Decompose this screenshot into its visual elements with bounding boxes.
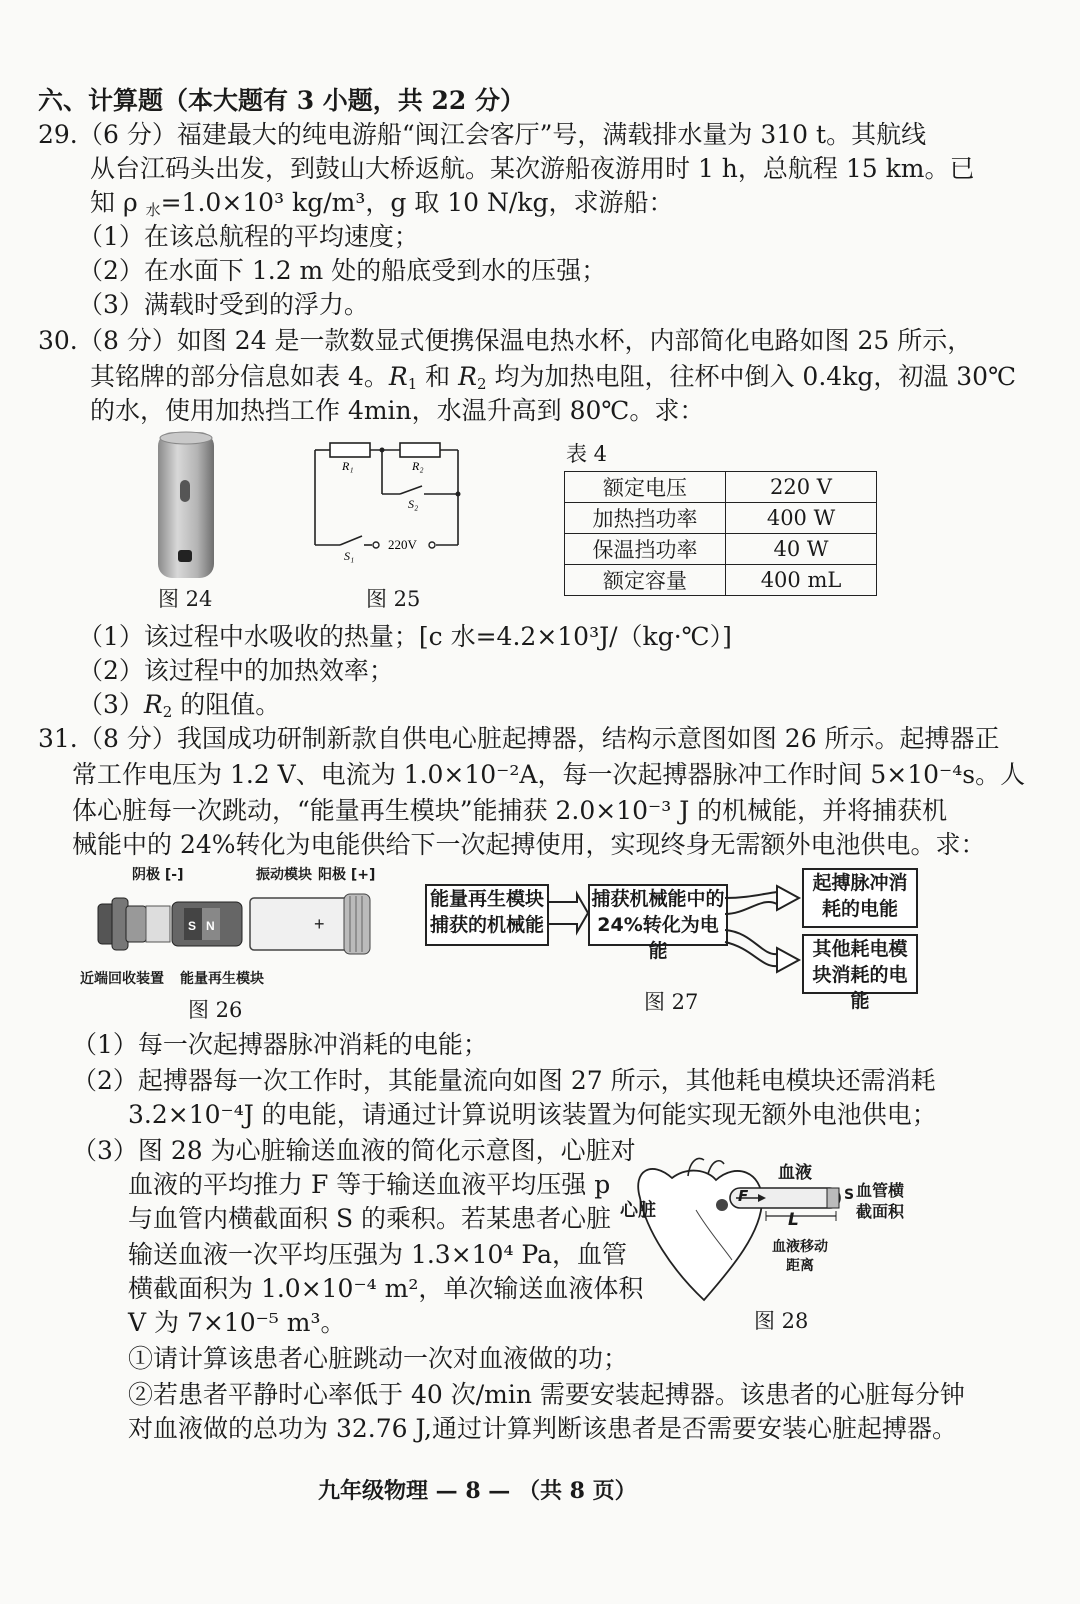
q31-number: 31. bbox=[38, 724, 78, 753]
r2-label: R₂ bbox=[412, 459, 424, 473]
q29-number: 29. bbox=[38, 120, 78, 149]
q29-part1: （1）在该总航程的平均速度； bbox=[78, 222, 419, 251]
svg-text:+: + bbox=[314, 914, 325, 934]
circuit-diagram bbox=[300, 430, 480, 565]
q31-sub1: ①请计算该患者心脏跳动一次对血液做的功； bbox=[128, 1344, 629, 1373]
pacemaker-figure bbox=[92, 884, 377, 964]
q31-part3-line1: （3）图 28 为心脏输送血液的简化示意图，心脏对 bbox=[72, 1136, 636, 1165]
heart-label: 心脏 bbox=[620, 1200, 656, 1221]
section-title: 六、计算题（本大题有 3 小题，共 22 分） bbox=[38, 86, 526, 115]
thermos-cup-figure bbox=[150, 430, 220, 580]
regen-label: 能量再生模块 bbox=[180, 971, 264, 987]
fig28-caption: 图 28 bbox=[754, 1309, 809, 1333]
table-title: 表 4 bbox=[566, 442, 608, 466]
force-label: F bbox=[738, 1187, 749, 1205]
q30-line3: 的水，使用加热挡工作 4min，水温升高到 80℃。求： bbox=[90, 396, 705, 425]
fig27-caption: 图 27 bbox=[644, 990, 699, 1014]
q31-part3-line6: V 为 7×10⁻⁵ m³。 bbox=[128, 1308, 346, 1337]
flow-box-other: 其他耗电模块消耗的电能 bbox=[802, 934, 918, 994]
q31-line4: 械能中的 24%转化为电能供给下一次起搏使用，实现终身无需额外电池供电。求： bbox=[72, 830, 986, 859]
q30-part1: （1）该过程中水吸收的热量；[c 水=4.2×10³J/（kg·℃）] bbox=[78, 622, 732, 651]
q30-part3: $(3)R_2$ 的阻值。 bbox=[78, 690, 281, 721]
fig24-caption: 图 24 bbox=[158, 587, 213, 611]
heart-figure bbox=[612, 1150, 932, 1308]
q30-line1: （8 分）如图 24 是一款数显式便携保温电热水杯，内部简化电路如图 25 所示， bbox=[78, 326, 973, 355]
flow-box-captured: 能量再生模块捕获的机械能 bbox=[425, 884, 549, 946]
area-label: 血管横截面积 bbox=[856, 1181, 905, 1221]
anode-label: 阳极 [+] bbox=[318, 867, 376, 883]
table-row: 加热挡功率 400 W bbox=[565, 503, 877, 534]
q30-number: 30. bbox=[38, 326, 78, 355]
q31-part3-line5: 横截面积为 1.0×10⁻⁴ m²，单次输送血液体积 bbox=[128, 1274, 644, 1303]
s2-label: S₂ bbox=[408, 497, 419, 511]
page-footer: 九年级物理 — 8 — （共 8 页） bbox=[318, 1478, 637, 1504]
recovery-label: 近端回收装置 bbox=[80, 971, 164, 987]
table-row: 额定电压 220 V bbox=[565, 472, 877, 503]
q29-part3: （3）满载时受到的浮力。 bbox=[78, 290, 369, 319]
q31-line2: 常工作电压为 1.2 V、电流为 1.0×10⁻²A，每一次起搏器脉冲工作时间 5×10⁻⁴s。人 bbox=[72, 760, 1026, 789]
flow-box-converted: 捕获机械能中的24%转化为电能 bbox=[588, 884, 728, 946]
q31-part3-line3: 与血管内横截面积 S 的乘积。若某患者心脏 bbox=[128, 1204, 612, 1233]
flow-arrows bbox=[547, 870, 803, 980]
table-row: 保温挡功率 40 W bbox=[565, 534, 877, 565]
blood-label: 血液 bbox=[778, 1163, 812, 1183]
fig25-caption: 图 25 bbox=[366, 587, 421, 611]
svg-text:S: S bbox=[188, 919, 197, 933]
spec-table bbox=[564, 471, 877, 596]
length-label: L bbox=[788, 1210, 799, 1230]
cathode-label: 阴极 [-] bbox=[132, 867, 184, 883]
voltage-label: 220V bbox=[388, 537, 417, 552]
q31-line3: 体心脏每一次跳动，“能量再生模块”能捕获 2.0×10⁻³ J 的机械能，并将捕获机 bbox=[72, 796, 948, 825]
svg-text:N: N bbox=[206, 919, 215, 933]
distance-label: 血液移动距离 bbox=[772, 1239, 828, 1274]
q31-line1: （8 分）我国成功研制新款自供电心脏起搏器，结构示意图如图 26 所示。起搏器正 bbox=[78, 724, 1000, 753]
q29-line2: 从台江码头出发，到鼓山大桥返航。某次游船夜游用时 1 h，总航程 15 km。已 bbox=[90, 154, 975, 183]
q31-sub2-line2: 对血液做的总功为 32.76 J,通过计算判断该患者是否需要安装心脏起搏器。 bbox=[128, 1414, 957, 1443]
q29-part2: （2）在水面下 1.2 m 处的船底受到水的压强； bbox=[78, 256, 607, 285]
r1-label: R₁ bbox=[342, 459, 354, 473]
flow-box-pulse: 起搏脉冲消耗的电能 bbox=[802, 868, 918, 928]
q29-line3: 知 ρ $_水$=1.0×10³ kg/m³，g 取 10 N/kg，求游船： bbox=[90, 188, 674, 219]
fig26-caption: 图 26 bbox=[188, 998, 243, 1022]
q30-part2: （2）该过程中的加热效率； bbox=[78, 656, 394, 685]
s-label: S bbox=[844, 1187, 855, 1203]
q29-line1: （6 分）福建最大的纯电游船“闽江会客厅”号，满载排水量为 310 t。其航线 bbox=[78, 120, 927, 149]
q31-part2-line2: 3.2×10⁻⁴J 的电能，请通过计算说明该装置为何能实现无额外电池供电； bbox=[128, 1100, 937, 1129]
table-row: 额定容量 400 mL bbox=[565, 565, 877, 596]
q31-part3-line4: 输送血液一次平均压强为 1.3×10⁴ Pa，血管 bbox=[128, 1240, 628, 1269]
q31-part1: （1）每一次起搏器脉冲消耗的电能； bbox=[72, 1030, 488, 1059]
q31-sub2-line1: ②若患者平静时心率低于 40 次/min 需要安装起搏器。该患者的心脏每分钟 bbox=[128, 1380, 965, 1409]
q31-part2-line1: （2）起搏器每一次工作时，其能量流向如图 27 所示，其他耗电模块还需消耗 bbox=[72, 1066, 936, 1095]
s1-label: S₁ bbox=[344, 549, 355, 563]
q30-line2: 其铭牌的部分信息如表 4。$R_1$ 和 $R_2$ 均为加热电阻，往杯中倒入 0.4kg，初温 30℃ bbox=[90, 362, 1017, 393]
q31-part3-line2: 血液的平均推力 F 等于输送血液平均压强 p bbox=[128, 1170, 611, 1199]
vibration-label: 振动模块 bbox=[256, 867, 312, 883]
